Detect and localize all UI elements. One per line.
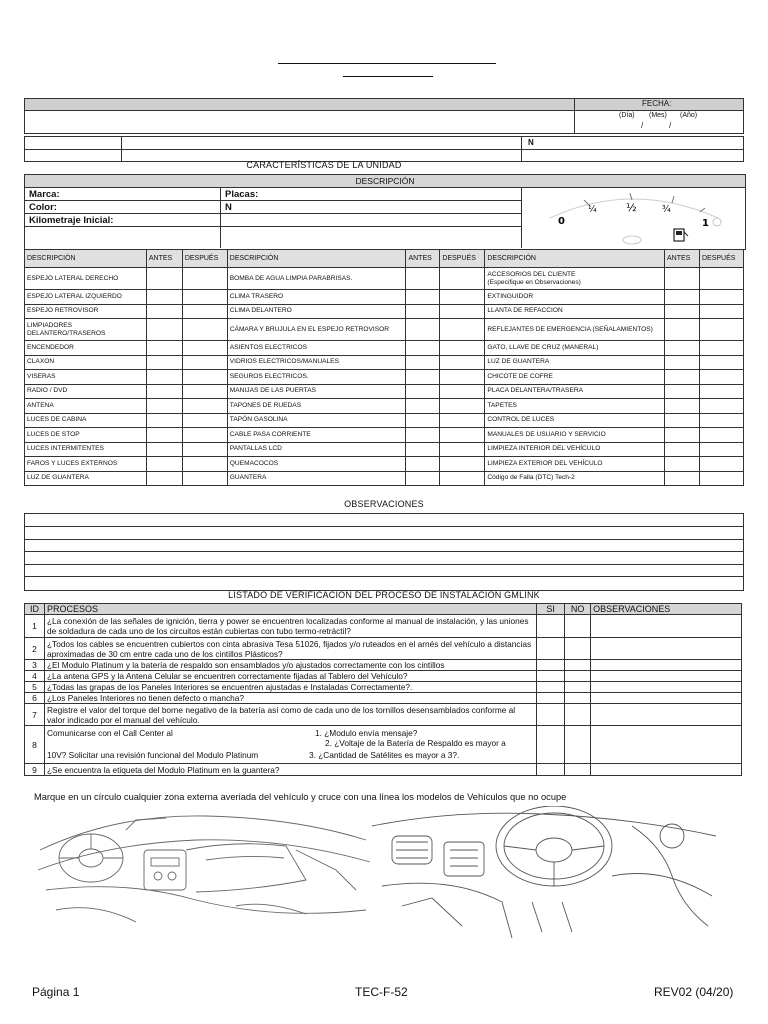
checklist-item-label: CHICOTE DE COFRE xyxy=(485,370,665,385)
despues-checkbox[interactable] xyxy=(182,370,227,385)
process-header-id: ID xyxy=(25,604,45,615)
checklist-item-label: TAPÓN GASOLINA xyxy=(227,413,406,428)
observaciones-title: OBSERVACIONES xyxy=(344,499,424,509)
antes-checkbox[interactable] xyxy=(665,290,700,305)
checklist-item-label: LUZ DE GUANTERA xyxy=(25,471,147,486)
antes-checkbox[interactable] xyxy=(146,341,182,356)
si-checkbox[interactable] xyxy=(537,693,565,704)
despues-checkbox[interactable] xyxy=(440,341,485,356)
checklist-item-label: ESPEJO LATERAL IZQUIERDO xyxy=(25,290,147,305)
antes-checkbox[interactable] xyxy=(406,341,440,356)
antes-checkbox[interactable] xyxy=(146,290,182,305)
unit-block xyxy=(24,174,746,250)
process-row xyxy=(25,615,742,638)
si-checkbox[interactable] xyxy=(537,726,565,764)
checklist-item-label: ASIENTOS ELECTRICOS xyxy=(227,341,406,356)
unit-n-label: N xyxy=(225,202,232,213)
checklist-header-cell: DESPUÉS xyxy=(440,250,485,268)
process-row xyxy=(25,726,742,764)
process-row xyxy=(25,660,742,671)
antes-checkbox[interactable] xyxy=(146,304,182,319)
checklist-item-label: CLAXON xyxy=(25,355,147,370)
fuel-quarter-mark: ¼ xyxy=(588,205,597,215)
despues-checkbox[interactable] xyxy=(182,457,227,472)
despues-checkbox[interactable] xyxy=(182,442,227,457)
fecha-slash-2: / xyxy=(669,121,672,130)
process-row xyxy=(25,638,742,660)
checklist-item-label: SEGUROS ELECTRICOS. xyxy=(227,370,406,385)
process-id: 2 xyxy=(25,638,45,660)
checklist-item-label: CABLE PASA CORRIENTE xyxy=(227,428,406,443)
despues-checkbox[interactable] xyxy=(440,370,485,385)
despues-checkbox[interactable] xyxy=(699,319,743,341)
no-checkbox[interactable] xyxy=(565,660,591,671)
antes-checkbox[interactable] xyxy=(406,319,440,341)
despues-checkbox[interactable] xyxy=(699,428,743,443)
observaciones-field[interactable] xyxy=(591,764,742,776)
no-checkbox[interactable] xyxy=(565,693,591,704)
despues-checkbox[interactable] xyxy=(182,428,227,443)
process-text: ¿Se encuentra la etiqueta del Modulo Platinum en la guantera? xyxy=(44,764,536,776)
observaciones-box xyxy=(24,513,744,591)
despues-checkbox[interactable] xyxy=(699,290,743,305)
despues-checkbox[interactable] xyxy=(182,384,227,399)
antes-checkbox[interactable] xyxy=(665,355,700,370)
checklist-row xyxy=(25,442,744,457)
despues-checkbox[interactable] xyxy=(182,268,227,290)
antes-checkbox[interactable] xyxy=(406,471,440,486)
despues-checkbox[interactable] xyxy=(440,399,485,414)
checklist-item-label: MANIJAS DE LAS PUERTAS xyxy=(227,384,406,399)
fuel-empty-mark: 0 xyxy=(558,216,565,227)
checklist-item-label: LIMPIEZA INTERIOR DEL VEHÍCULO xyxy=(485,442,665,457)
si-checkbox[interactable] xyxy=(537,764,565,776)
antes-checkbox[interactable] xyxy=(146,413,182,428)
process-text: ¿Todas las grapas de los Paneles Interiores se encuentren ajustadas e Instaladas Correctamente?. xyxy=(44,682,536,693)
fecha-mes: (Mes) xyxy=(649,112,667,119)
checklist-row xyxy=(25,355,744,370)
checklist-table xyxy=(24,249,744,486)
checklist-header-cell: DESPUÉS xyxy=(182,250,227,268)
checklist-item-label: TAPETES xyxy=(485,399,665,414)
process-row xyxy=(25,682,742,693)
process-header-si: SI xyxy=(537,604,565,615)
despues-checkbox[interactable] xyxy=(182,290,227,305)
fecha-slash-1: / xyxy=(641,121,644,130)
antes-checkbox[interactable] xyxy=(665,399,700,414)
antes-checkbox[interactable] xyxy=(406,304,440,319)
antes-checkbox[interactable] xyxy=(406,384,440,399)
process-header-observaciones: OBSERVACIONES xyxy=(591,604,742,615)
checklist-header-cell: ANTES xyxy=(406,250,440,268)
antes-checkbox[interactable] xyxy=(665,457,700,472)
checklist-item-label: ACCESORIOS DEL CLIENTE (Especifique en Observaciones) xyxy=(485,268,665,290)
observaciones-field[interactable] xyxy=(591,693,742,704)
despues-checkbox[interactable] xyxy=(440,355,485,370)
antes-checkbox[interactable] xyxy=(406,290,440,305)
process-table xyxy=(24,603,742,776)
checklist-item-label: LIMPIADORES DELANTERO/TRASEROS xyxy=(25,319,147,341)
despues-checkbox[interactable] xyxy=(182,471,227,486)
checklist-item-label: CLIMA TRASERO xyxy=(227,290,406,305)
description-title: DESCRIPCIÓN xyxy=(25,175,745,188)
despues-checkbox[interactable] xyxy=(699,471,743,486)
no-checkbox[interactable] xyxy=(565,764,591,776)
despues-checkbox[interactable] xyxy=(440,457,485,472)
si-checkbox[interactable] xyxy=(537,682,565,693)
fuel-half-mark: ½ xyxy=(626,201,637,214)
checklist-item-label: GATO, LLAVE DE CRUZ (MANERAL) xyxy=(485,341,665,356)
checklist-item-label: ESPEJO LATERAL DERECHO xyxy=(25,268,147,290)
process-id: 6 xyxy=(25,693,45,704)
si-checkbox[interactable] xyxy=(537,660,565,671)
process-text: ¿El Modulo Platinum y la batería de respaldo son ensamblados y/o ajustados correctamente con los cintillos xyxy=(44,660,536,671)
observaciones-field[interactable] xyxy=(591,704,742,726)
despues-checkbox[interactable] xyxy=(182,413,227,428)
antes-checkbox[interactable] xyxy=(665,442,700,457)
process-text: ¿La conexión de las señales de ignición, tierra y power se encuentren localizadas conforme al manual de instalación, y las uniones de soldadura de cada uno de los circuitos están cubiertas con tubo termo-retráctil? xyxy=(44,615,536,638)
marca-label: Marca: xyxy=(29,189,60,200)
checklist-item-label: QUEMACOCOS xyxy=(227,457,406,472)
despues-checkbox[interactable] xyxy=(699,457,743,472)
footer-code: TEC-F-52 xyxy=(355,985,408,999)
antes-checkbox[interactable] xyxy=(146,471,182,486)
placas-label: Placas: xyxy=(225,189,259,200)
checklist-item-label: FAROS Y LUCES EXTERNOS xyxy=(25,457,147,472)
footer-page: Página 1 xyxy=(32,985,80,999)
checklist-item-label: TAPONES DE RUEDAS xyxy=(227,399,406,414)
no-checkbox[interactable] xyxy=(565,726,591,764)
antes-checkbox[interactable] xyxy=(146,428,182,443)
process-text xyxy=(44,726,536,764)
header-block xyxy=(24,98,744,162)
no-checkbox[interactable] xyxy=(565,704,591,726)
checklist-item-label: LUZ DE GUANTERA xyxy=(485,355,665,370)
checklist-header-cell: DESCRIPCIÓN xyxy=(485,250,665,268)
checklist-row xyxy=(25,457,744,472)
no-checkbox[interactable] xyxy=(565,638,591,660)
checklist-header-cell: DESCRIPCIÓN xyxy=(227,250,406,268)
antes-checkbox[interactable] xyxy=(146,442,182,457)
despues-checkbox[interactable] xyxy=(182,304,227,319)
despues-checkbox[interactable] xyxy=(440,268,485,290)
si-checkbox[interactable] xyxy=(537,638,565,660)
kilometraje-label: Kilometraje Inicial: xyxy=(29,215,114,226)
despues-checkbox[interactable] xyxy=(699,442,743,457)
process-row xyxy=(25,704,742,726)
checklist-row xyxy=(25,428,744,443)
checklist-item-label: ENCENDEDOR xyxy=(25,341,147,356)
process-8-q1: 1. ¿Modulo envía mensaje? xyxy=(314,728,418,738)
despues-checkbox[interactable] xyxy=(440,471,485,486)
process-text: Registre el valor del torque del borne negativo de la batería así como de cada uno de los tornillos desensamblados conforme al valor indicado por el manual del vehículo. xyxy=(44,704,536,726)
fuel-gauge-icon xyxy=(522,188,744,248)
process-row xyxy=(25,671,742,682)
si-checkbox[interactable] xyxy=(537,615,565,638)
fecha-label: FECHA: xyxy=(642,99,672,108)
checklist-item-label: LUCES INTERMITENTES xyxy=(25,442,147,457)
footer-rev: REV02 (04/20) xyxy=(654,985,734,999)
antes-checkbox[interactable] xyxy=(665,319,700,341)
observaciones-field[interactable] xyxy=(591,682,742,693)
despues-checkbox[interactable] xyxy=(699,341,743,356)
title-line-long xyxy=(278,63,496,64)
checklist-item-label: REFLEJANTES DE EMERGENCIA (SEÑALAMIENTOS) xyxy=(485,319,665,341)
checklist-item-label: EXTINGUIDOR xyxy=(485,290,665,305)
antes-checkbox[interactable] xyxy=(146,457,182,472)
antes-checkbox[interactable] xyxy=(406,457,440,472)
characteristics-title: CARACTERÍSTICAS DE LA UNIDAD xyxy=(246,160,402,170)
process-id: 7 xyxy=(25,704,45,726)
despues-checkbox[interactable] xyxy=(440,413,485,428)
checklist-item-label: LLANTA DE REFACCION xyxy=(485,304,665,319)
checklist-item-label: VISERAS xyxy=(25,370,147,385)
title-line-short xyxy=(343,76,433,77)
checklist-row xyxy=(25,413,744,428)
checklist-item-label: CONTROL DE LUCES xyxy=(485,413,665,428)
antes-checkbox[interactable] xyxy=(665,370,700,385)
observaciones-field[interactable] xyxy=(591,638,742,660)
process-text: ¿Los Paneles Interiores no tienen defecto o mancha? xyxy=(44,693,536,704)
fecha-anio: (Año) xyxy=(680,112,698,119)
checklist-row xyxy=(25,471,744,486)
despues-checkbox[interactable] xyxy=(182,399,227,414)
despues-checkbox[interactable] xyxy=(699,413,743,428)
checklist-header-cell: DESCRIPCIÓN xyxy=(25,250,147,268)
antes-checkbox[interactable] xyxy=(665,304,700,319)
car-interior-sketch-right-icon xyxy=(372,806,716,938)
despues-checkbox[interactable] xyxy=(440,304,485,319)
antes-checkbox[interactable] xyxy=(406,370,440,385)
checklist-item-label: LUCES DE STOP xyxy=(25,428,147,443)
checklist-item-label: VIDRIOS ELECTRICOS/MANUALES xyxy=(227,355,406,370)
despues-checkbox[interactable] xyxy=(699,370,743,385)
despues-checkbox[interactable] xyxy=(440,442,485,457)
process-title: LISTADO DE VERIFICACION DEL PROCESO DE INSTALACION GMLINK xyxy=(228,590,540,600)
antes-checkbox[interactable] xyxy=(146,319,182,341)
despues-checkbox[interactable] xyxy=(440,428,485,443)
process-8-q2: 2. ¿Voltaje de la Batería de Respaldo es mayor a xyxy=(324,738,506,748)
process-id: 4 xyxy=(25,671,45,682)
process-id: 9 xyxy=(25,764,45,776)
checklist-row xyxy=(25,268,744,290)
checklist-header-cell: ANTES xyxy=(665,250,700,268)
fecha-dia: (Día) xyxy=(619,112,635,119)
antes-checkbox[interactable] xyxy=(406,399,440,414)
checklist-item-label: CLIMA DELANTERO xyxy=(227,304,406,319)
process-id: 8 xyxy=(25,726,45,764)
despues-checkbox[interactable] xyxy=(440,319,485,341)
checklist-item-label: LUCES DE CABINA xyxy=(25,413,147,428)
no-checkbox[interactable] xyxy=(565,682,591,693)
checklist-header-cell: ANTES xyxy=(146,250,182,268)
despues-checkbox[interactable] xyxy=(182,355,227,370)
antes-checkbox[interactable] xyxy=(406,413,440,428)
process-8-q3: 3. ¿Cantidad de Satélites es mayor a 3?. xyxy=(308,750,460,760)
antes-checkbox[interactable] xyxy=(146,384,182,399)
antes-checkbox[interactable] xyxy=(406,355,440,370)
process-header-no: NO xyxy=(565,604,591,615)
process-8-text-b: 10V? Solicitar una revisión funcional del Modulo Platinum xyxy=(46,750,259,760)
checklist-item-label: PANTALLAS LCD xyxy=(227,442,406,457)
process-id: 1 xyxy=(25,615,45,638)
observaciones-field[interactable] xyxy=(591,671,742,682)
process-id: 5 xyxy=(25,682,45,693)
despues-checkbox[interactable] xyxy=(440,290,485,305)
despues-checkbox[interactable] xyxy=(440,384,485,399)
checklist-row xyxy=(25,290,744,305)
despues-checkbox[interactable] xyxy=(699,304,743,319)
antes-checkbox[interactable] xyxy=(406,442,440,457)
antes-checkbox[interactable] xyxy=(665,428,700,443)
checklist-item-label: Código de Falla (DTC) Tech-2 xyxy=(485,471,665,486)
checklist-item-label: GUANTERA xyxy=(227,471,406,486)
despues-checkbox[interactable] xyxy=(699,399,743,414)
process-8-text-a: Comunicarse con el Call Center al xyxy=(46,728,173,738)
checklist-item-label: ANTENA xyxy=(25,399,147,414)
checklist-row xyxy=(25,384,744,399)
process-row xyxy=(25,693,742,704)
checklist-item-label: RADIO / DVD xyxy=(25,384,147,399)
si-checkbox[interactable] xyxy=(537,704,565,726)
checklist-row xyxy=(25,319,744,341)
antes-checkbox[interactable] xyxy=(665,413,700,428)
no-checkbox[interactable] xyxy=(565,671,591,682)
process-id: 3 xyxy=(25,660,45,671)
antes-checkbox[interactable] xyxy=(406,428,440,443)
checklist-header-cell: DESPUÉS xyxy=(699,250,743,268)
fuel-three-quarter-mark: ¾ xyxy=(662,205,671,215)
checklist-item-label: MANUALES DE USUARIO Y SERVICIO xyxy=(485,428,665,443)
observaciones-field[interactable] xyxy=(591,660,742,671)
checklist-row xyxy=(25,370,744,385)
despues-checkbox[interactable] xyxy=(699,384,743,399)
antes-checkbox[interactable] xyxy=(146,370,182,385)
antes-checkbox[interactable] xyxy=(146,268,182,290)
header-n-label: N xyxy=(528,138,534,147)
checklist-item-label: PLACA DELANTERA/TRASERA xyxy=(485,384,665,399)
fuel-full-mark: 1 xyxy=(702,218,709,229)
checklist-row xyxy=(25,304,744,319)
checklist-item-label: CÁMARA Y BRUJULA EN EL ESPEJO RETROVISOR xyxy=(227,319,406,341)
antes-checkbox[interactable] xyxy=(406,268,440,290)
process-text: ¿La antena GPS y la Antena Celular se encuentren correctamente fijadas al Tablero del Vehículo? xyxy=(44,671,536,682)
color-label: Color: xyxy=(29,202,57,213)
antes-checkbox[interactable] xyxy=(665,341,700,356)
despues-checkbox[interactable] xyxy=(699,268,743,290)
antes-checkbox[interactable] xyxy=(146,399,182,414)
checklist-row xyxy=(25,341,744,356)
no-checkbox[interactable] xyxy=(565,615,591,638)
observaciones-field[interactable] xyxy=(591,726,742,764)
observaciones-field[interactable] xyxy=(591,615,742,638)
antes-checkbox[interactable] xyxy=(146,355,182,370)
despues-checkbox[interactable] xyxy=(699,355,743,370)
process-text: ¿Todos los cables se encuentren cubiertos con cinta abrasiva Tesa 51026, fijados y/o ruteados en el arnés del vehículo a distancias aproximadas de 30 cm entre cada uno de los cintillos Plásticos? xyxy=(44,638,536,660)
checklist-row xyxy=(25,399,744,414)
car-interior-sketch-left-icon xyxy=(36,810,371,930)
checklist-item-label: ESPEJO RETROVISOR xyxy=(25,304,147,319)
checklist-item-label: LIMPIEZA EXTERIOR DEL VEHÍCULO xyxy=(485,457,665,472)
despues-checkbox[interactable] xyxy=(182,319,227,341)
despues-checkbox[interactable] xyxy=(182,341,227,356)
si-checkbox[interactable] xyxy=(537,671,565,682)
process-header-procesos: PROCESOS xyxy=(44,604,536,615)
antes-checkbox[interactable] xyxy=(665,471,700,486)
antes-checkbox[interactable] xyxy=(665,384,700,399)
antes-checkbox[interactable] xyxy=(665,268,700,290)
checklist-item-label: BOMBA DE AGUA LIMPIA PARABRISAS. xyxy=(227,268,406,290)
process-row xyxy=(25,764,742,776)
instruction-text: Marque en un círculo cualquier zona externa averiada del vehículo y cruce con una línea los modelos de Vehículos que no ocupe xyxy=(34,792,567,802)
